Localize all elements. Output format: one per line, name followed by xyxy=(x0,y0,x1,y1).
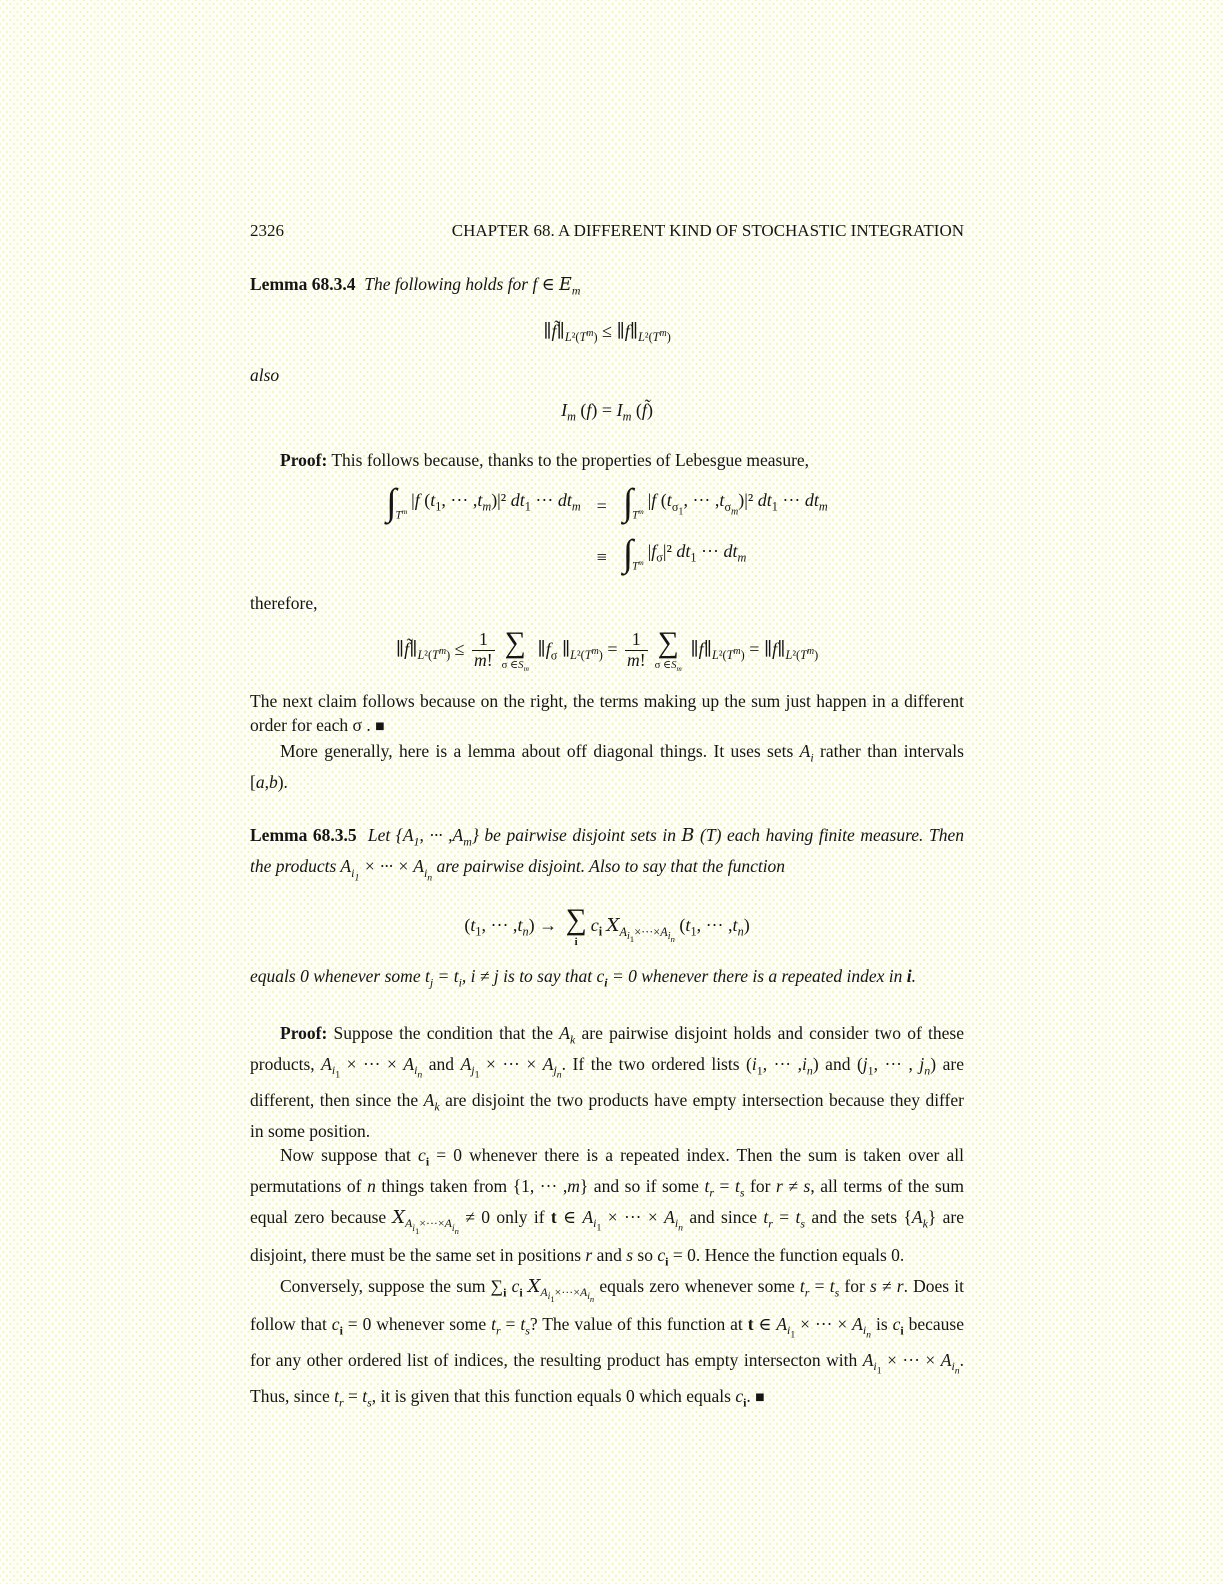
lemma-68-3-5 xyxy=(250,823,964,890)
chapter-title: CHAPTER 68. A DIFFERENT KIND OF STOCHASTIC INTEGRATION xyxy=(451,221,964,240)
integral-lhs: $\int T^m|f$ ($t_1$, ··· $,t_m)|^2$ $dt_1$ ··· $dt_m$ xyxy=(386,481,581,524)
equation-Im-equality: $I_m$ $(f) = I_m$ (f̃) xyxy=(561,399,653,424)
integral-rhs-2: $\int T^m|f_\sigma|^2$ $dt_1$ ··· $dt_m$ xyxy=(622,532,747,575)
lemma-68-3-5-label: Lemma 68.3.5 xyxy=(250,825,357,846)
proof-68-3-4-intro: Proof: This follows because, thanks to the properties of Lebesgue measure, xyxy=(280,449,810,470)
text-column xyxy=(250,0,964,1415)
equation-norm-inequality: $\parallel f̃\parallel_{L^2(T^m)}$ ≤ $\parallel f\parallel_{L^2(T^m)}$ xyxy=(543,320,671,345)
equivalence-sign: ≡ xyxy=(596,547,607,568)
equation-norm-chain: $\parallel f̃\parallel_{L^2(T^m)}$ ≤ $\frac{1}{m!}$ ∑ σ $\in S_m$ $\parallel f_\sigma$ $\parallel_{L^2(T^m)}$ = $\frac{1}{m!}$ ∑ σ $\in S_m$ $\parallel f\parallel_{L^2(T^m)}$ = $\parallel f\parallel_{L^2(T^m)}$ xyxy=(395,626,819,674)
lemma-68-3-5-statement: Let {$A_1$, ··· $,A_m$} be pairwise disjoint sets in B (T) each having finite measure. Then the products $A_{i_1}$ × ··· × $A_{i_n}$ are pairwise disjoint. Also to say that the function xyxy=(250,825,964,883)
also-label: also xyxy=(250,364,280,385)
proof-68-3-5-paragraph-3: Conversely, suppose the sum $\sum_i$ $c_i$ $X_{A_{i_1}\times\cdot\cdot\cdot\times A_{i_n}}$ equals zero whenever some $t_r = t_s$ for s ≠ r. Does it follow that $c_i = 0$ whenever some $t_r = t_s$? The value of this function at t ∈ $A_{i_1}$ × ··· × $A_{i_n}$ is $c_i$ because for any other ordered list of indices, the resulting product has empty intersecton with $A_{i_1}$ × ··· × $A_{i_n}$. Thus, since $t_r = t_s$, it is given that this function equals 0 which equals $c_i$. ■ xyxy=(250,1275,965,1410)
proof-68-3-5-paragraph-1: Proof: Suppose the condition that the $A_k$ are pairwise disjoint holds and consider two of these products, $A_{i_1}$ × ··· × $A_{i_n}$ and $A_{j_1}$ × ··· × $A_{j_n}$. If the two ordered lists ($i_1$, ··· $,i_n$) and ($j_1$, ··· , $j_n$) are different, then since the $A_k$ are disjoint the two products have empty intersection because they differ in some position. xyxy=(250,1023,964,1141)
equation-indicator-sum: ($t_1$, ··· $,t_n$) → ∑ i $c_i$ $X_{A_{i_1}\times\cdot\cdot\cdot\times A_{i_n}}$ ($t_1$, ··· $,t_n$) xyxy=(464,904,750,949)
therefore-label: therefore, xyxy=(250,592,318,613)
proof-68-3-4-conclusion: The next claim follows because on the right, the terms making up the sum just happen in a different order for each σ . ■ xyxy=(250,690,964,735)
integral-rhs-1: $\int T^m|f$ ($t_{\sigma_1}$, ··· $,t_{\sigma_m})|^2$ $dt_1$ ··· $dt_m$ xyxy=(622,481,828,524)
proof-68-3-5-paragraph-2: Now suppose that $c_i = 0$ whenever there is a repeated index. Then the sum is taken over all permutations of n things taken from {1, ··· ,m} and so if some $t_r = t_s$ for r ≠ s, all terms of the sum equal zero because $X_{A_{i_1}\times\cdot\cdot\cdot\times A_{i_n}} \ne 0$ only if t ∈ $A_{i_1}$ × ··· × $A_{i_n}$ and since $t_r = t_s$ and the sets $\{A_k\}$ are disjoint, there must be the same set in positions r and s so $c_i = 0$. Hence the function equals 0. xyxy=(250,1145,965,1269)
lemma-68-3-4-statement: The following holds for f ∈ $E_m$ xyxy=(364,274,581,298)
lemma-68-3-4 xyxy=(250,272,964,303)
equals-sign: = xyxy=(596,495,607,516)
lemma-68-3-4-label: Lemma 68.3.4 xyxy=(250,274,356,294)
running-header xyxy=(250,220,964,242)
aligned-integral-equations xyxy=(250,481,964,575)
page-number: 2326 xyxy=(250,221,284,240)
lemma-68-3-5-statement-2: equals 0 whenever some $t_j = t_i$, i ≠ j is to say that $c_i = 0$ whenever there is a repeated index in i. xyxy=(250,966,917,990)
paragraph-more-generally: More generally, here is a lemma about off diagonal things. It uses sets $A_i$ rather than intervals [a,b). xyxy=(250,741,964,792)
